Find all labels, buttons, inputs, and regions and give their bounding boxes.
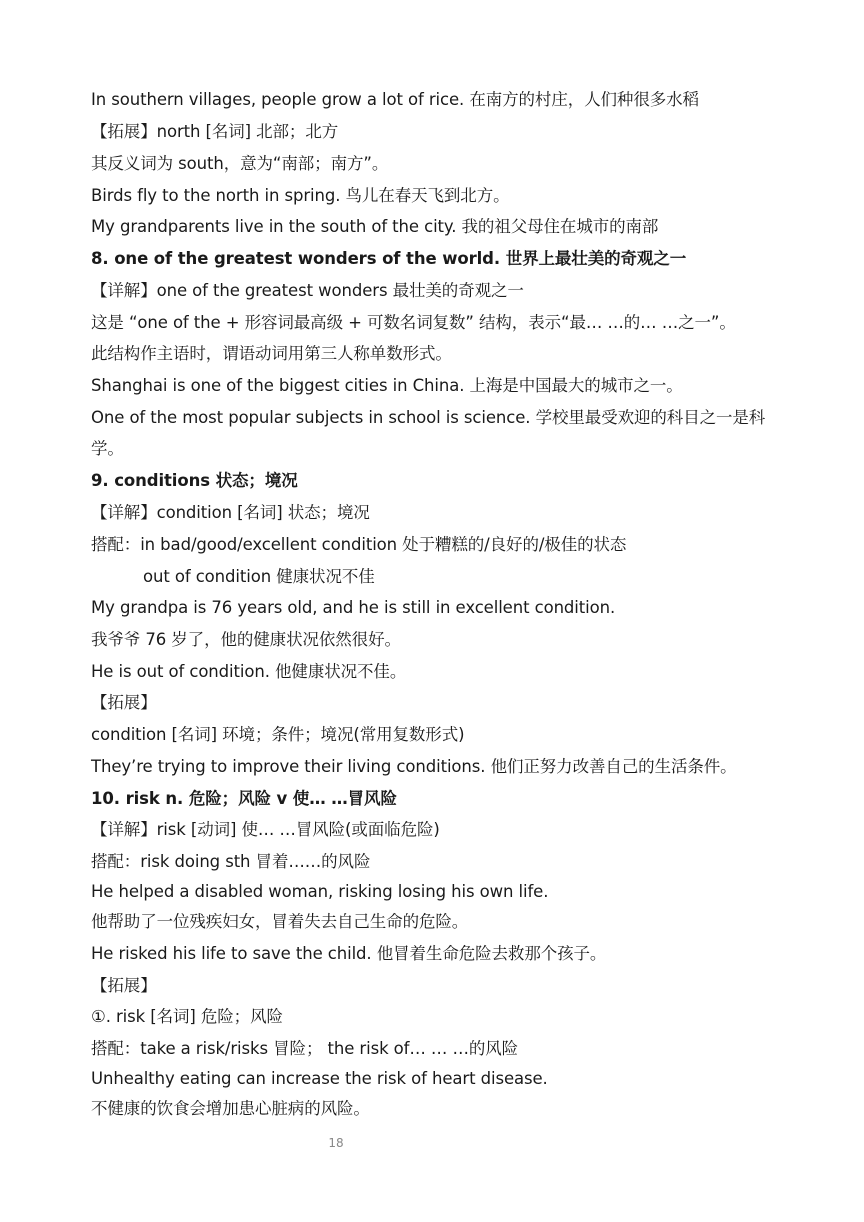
text-line: 【拓展】: [91, 693, 157, 712]
text-line: ①. risk [名词] 危险；风险: [91, 1007, 283, 1026]
text-line: out of condition 健康状况不佳: [143, 567, 375, 586]
text-line: 搭配：take a risk/risks 冒险； the risk of… … …的风险: [91, 1039, 519, 1058]
text-line: 学。: [91, 439, 124, 458]
text-line: 【拓展】north [名词] 北部；北方: [91, 122, 339, 141]
text-line: He is out of condition. 他健康状况不佳。: [91, 662, 407, 681]
text-line: Shanghai is one of the biggest cities in China. 上海是中国最大的城市之一。: [91, 376, 683, 395]
text-line: 【详解】condition [名词] 状态；境况: [91, 503, 370, 522]
text-line: 【拓展】: [91, 976, 157, 995]
text-line: 搭配：risk doing sth 冒着……的风险: [91, 852, 371, 871]
section-heading: 9. conditions 状态；境况: [91, 471, 298, 490]
text-line: 此结构作主语时，谓语动词用第三人称单数形式。: [91, 344, 452, 363]
text-line: Unhealthy eating can increase the risk of heart disease.: [91, 1069, 548, 1088]
text-line: 搭配：in bad/good/excellent condition 处于糟糕的/良好的/极佳的状态: [91, 535, 627, 554]
section-heading: 8. one of the greatest wonders of the world. 世界上最壮美的奇观之一: [91, 249, 687, 268]
text-line: He helped a disabled woman, risking losing his own life.: [91, 882, 549, 901]
text-line: They’re trying to improve their living conditions. 他们正努力改善自己的生活条件。: [91, 757, 737, 776]
text-line: 我爷爷 76 岁了，他的健康状况依然很好。: [91, 630, 401, 649]
text-line: 其反义词为 south，意为“南部；南方”。: [91, 154, 389, 173]
page-number: 18: [328, 1136, 344, 1150]
text-line: 【详解】risk [动词] 使… …冒风险(或面临危险): [91, 820, 440, 839]
text-line: In southern villages, people grow a lot of rice. 在南方的村庄，人们种很多水稻: [91, 90, 699, 109]
text-line: 这是 “one of the + 形容词最高级 + 可数名词复数” 结构，表示“最… …的… …之一”。: [91, 313, 736, 332]
text-line: My grandparents live in the south of the city. 我的祖父母住在城市的南部: [91, 217, 659, 236]
text-line: My grandpa is 76 years old, and he is still in excellent condition.: [91, 598, 616, 617]
text-line: 他帮助了一位残疾妇女，冒着失去自己生命的危险。: [91, 912, 469, 931]
text-line: He risked his life to save the child. 他冒着生命危险去救那个孩子。: [91, 944, 607, 963]
section-heading: 10. risk n. 危险；风险 v 使… …冒风险: [91, 789, 397, 808]
text-line: 不健康的饮食会增加患心脏病的风险。: [91, 1099, 370, 1118]
text-line: 【详解】one of the greatest wonders 最壮美的奇观之一: [91, 281, 524, 300]
text-line: One of the most popular subjects in school is science. 学校里最受欢迎的科目之一是科: [91, 408, 766, 427]
text-line: condition [名词] 环境；条件；境况(常用复数形式): [91, 725, 465, 744]
text-line: Birds fly to the north in spring. 鸟儿在春天飞到北方。: [91, 186, 510, 205]
